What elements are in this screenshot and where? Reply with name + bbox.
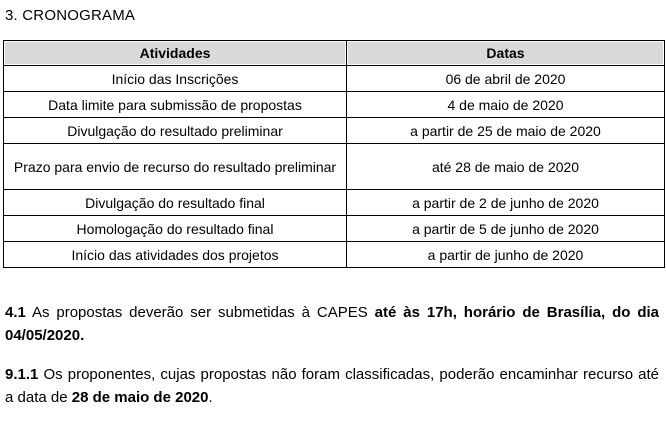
activity-cell: Início das atividades dos projetos [4,242,347,268]
activity-cell: Início das Inscrições [4,66,347,92]
table-row [4,66,665,92]
date-cell: a partir de 2 de junho de 2020 [347,190,665,216]
clause-number: 4.1 [5,304,26,321]
clause-deadline: 28 de maio de 2020 [71,389,209,406]
table-row [4,242,665,268]
date-cell: 4 de maio de 2020 [347,92,665,118]
activity-cell: Homologação do resultado final [4,216,347,242]
activity-cell: Prazo para envio de recurso do resultado preliminar [4,144,347,190]
clause-text: As propostas deverão ser submetidas à CAPES [25,304,375,321]
clause-suffix: . [208,389,213,406]
header-activities: Atividades [4,41,347,66]
schedule-table [3,40,665,268]
section-title: 3. CRONOGRAMA [5,7,136,24]
activity-cell: Divulgação do resultado preliminar [4,118,347,144]
table-row [4,190,665,216]
header-dates: Datas [347,41,665,66]
activity-cell: Divulgação do resultado final [4,190,347,216]
table-row [4,118,665,144]
table-row [4,144,665,190]
date-cell: a partir de junho de 2020 [347,242,665,268]
clause-text: Os proponentes, cujas propostas não foram classificadas, poderão encaminhar recurso até a data de [5,366,659,406]
paragraph-4-1 [5,301,659,347]
date-cell: até 28 de maio de 2020 [347,144,665,190]
clause-deadline: até às 17h, horário de Brasília, do dia 04/05/2020. [5,304,659,344]
table-row [4,216,665,242]
table-row [4,92,665,118]
activity-cell: Data limite para submissão de propostas [4,92,347,118]
clause-number: 9.1.1 [5,366,39,383]
date-cell: a partir de 5 de junho de 2020 [347,216,665,242]
paragraph-9-1-1 [5,363,659,409]
date-cell: 06 de abril de 2020 [347,66,665,92]
date-cell: a partir de 25 de maio de 2020 [347,118,665,144]
table-header-row [4,41,665,66]
